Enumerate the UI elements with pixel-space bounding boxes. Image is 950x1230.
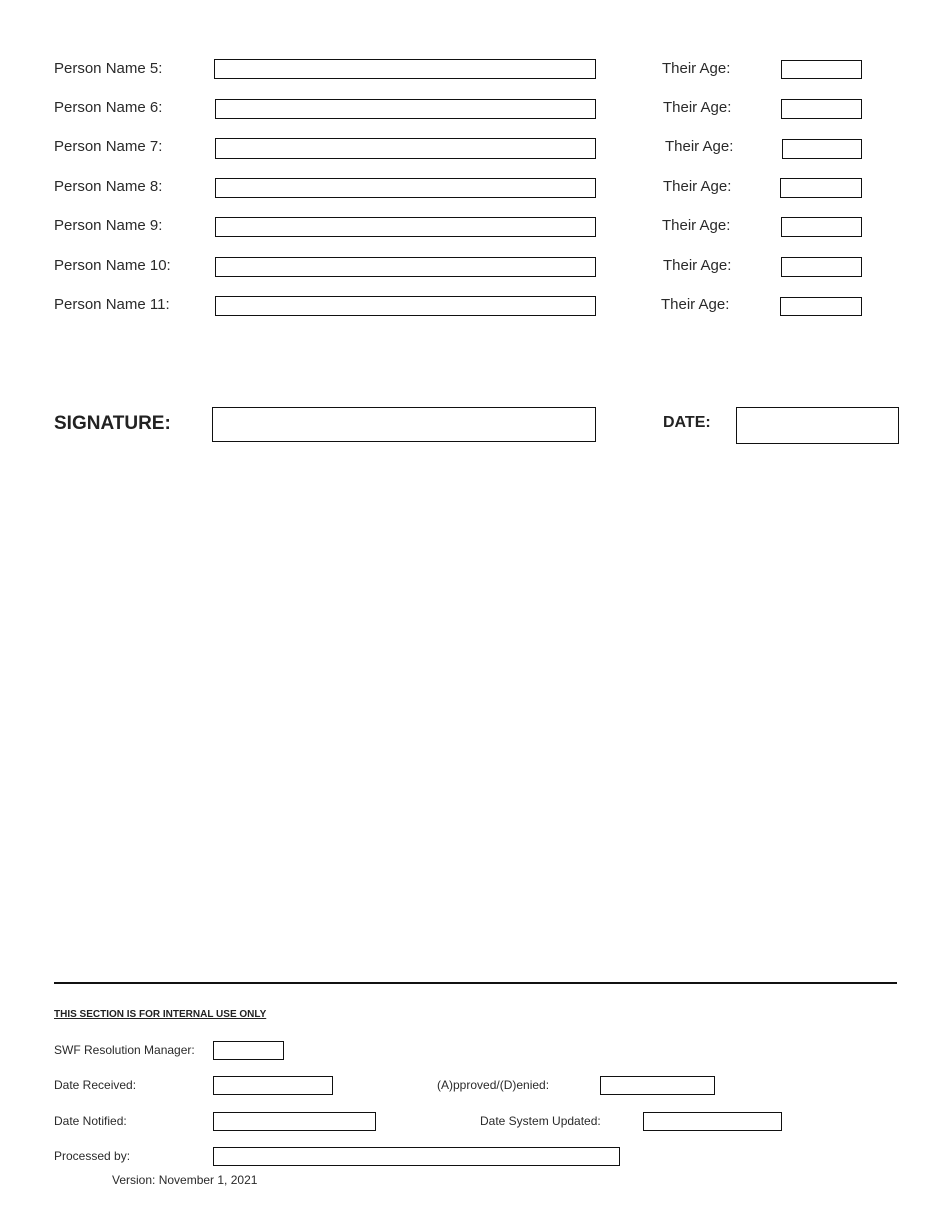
person-name-label: Person Name 7: — [54, 138, 163, 155]
age-label: Their Age: — [661, 296, 730, 313]
age-input[interactable] — [780, 297, 862, 316]
date-system-updated-label: Date System Updated: — [480, 1114, 601, 1128]
signature-label: SIGNATURE: — [54, 413, 171, 434]
date-field[interactable] — [736, 407, 899, 444]
age-input[interactable] — [781, 217, 862, 237]
date-notified-field[interactable] — [213, 1112, 376, 1131]
person-name-input[interactable] — [215, 257, 596, 277]
version-text: Version: November 1, 2021 — [112, 1173, 258, 1187]
date-received-label: Date Received: — [54, 1078, 137, 1092]
approved-denied-label: (A)pproved/(D)enied: — [437, 1078, 550, 1092]
resolution-manager-label: SWF Resolution Manager: — [54, 1043, 195, 1057]
processed-by-field[interactable] — [213, 1147, 620, 1166]
person-name-input[interactable] — [215, 296, 596, 316]
age-input[interactable] — [781, 99, 862, 119]
person-name-label: Person Name 8: — [54, 178, 163, 195]
person-name-input[interactable] — [214, 59, 596, 79]
age-label: Their Age: — [665, 138, 734, 155]
internal-section-title: THIS SECTION IS FOR INTERNAL USE ONLY — [54, 1009, 267, 1020]
signature-field[interactable] — [212, 407, 596, 442]
processed-by-label: Processed by: — [54, 1149, 131, 1163]
person-name-label: Person Name 11: — [54, 296, 170, 313]
age-label: Their Age: — [662, 60, 731, 77]
person-name-input[interactable] — [215, 178, 596, 198]
resolution-manager-field[interactable] — [213, 1041, 284, 1060]
age-label: Their Age: — [663, 99, 732, 116]
person-name-input[interactable] — [215, 217, 596, 237]
date-label: DATE: — [663, 414, 711, 431]
person-name-label: Person Name 6: — [54, 99, 163, 116]
person-name-label: Person Name 5: — [54, 60, 163, 77]
person-name-label: Person Name 10: — [54, 257, 171, 274]
age-input[interactable] — [781, 60, 862, 79]
age-input[interactable] — [780, 178, 862, 198]
date-system-updated-field[interactable] — [643, 1112, 782, 1131]
age-label: Their Age: — [662, 217, 731, 234]
age-input[interactable] — [782, 139, 862, 159]
person-name-label: Person Name 9: — [54, 217, 163, 234]
approved-denied-field[interactable] — [600, 1076, 715, 1095]
person-name-input[interactable] — [215, 99, 596, 119]
person-name-input[interactable] — [215, 138, 596, 159]
date-notified-label: Date Notified: — [54, 1114, 127, 1128]
age-label: Their Age: — [663, 257, 732, 274]
age-input[interactable] — [781, 257, 862, 277]
date-received-field[interactable] — [213, 1076, 333, 1095]
section-divider — [54, 982, 897, 984]
age-label: Their Age: — [663, 178, 732, 195]
